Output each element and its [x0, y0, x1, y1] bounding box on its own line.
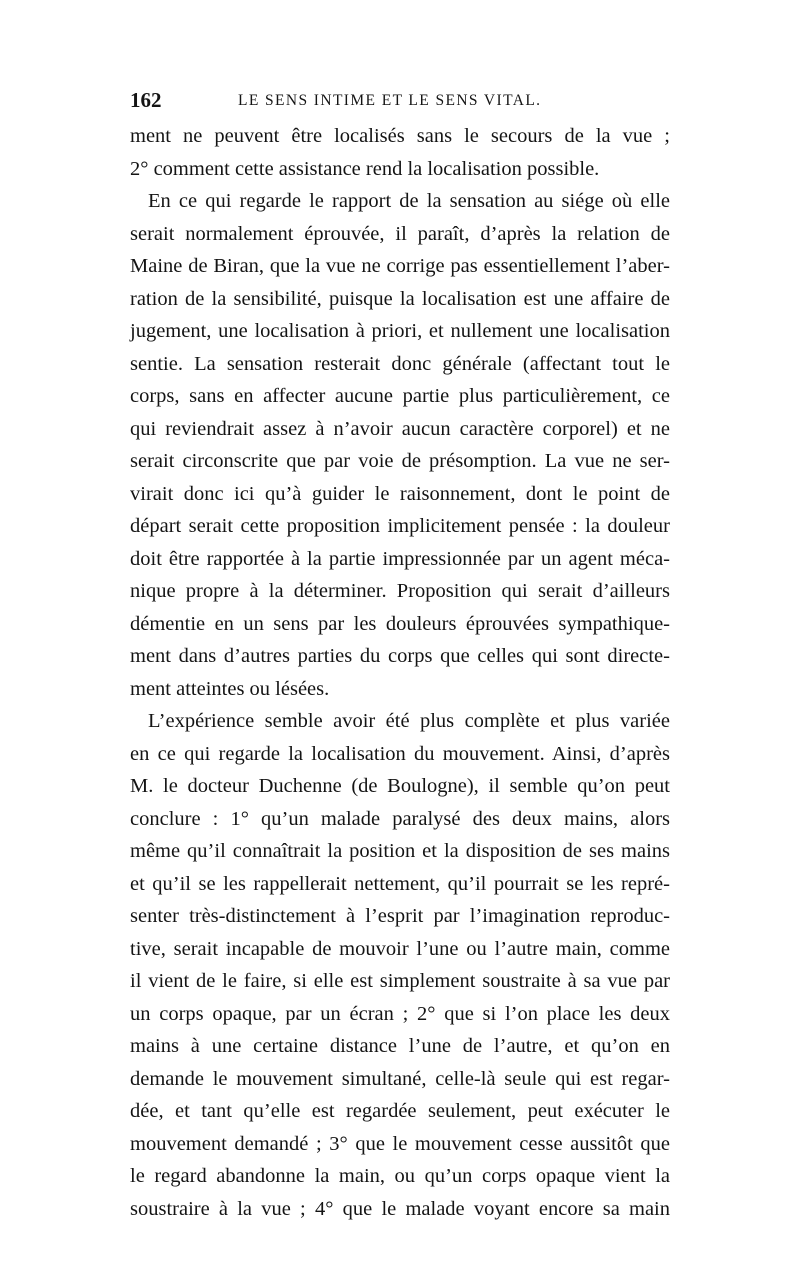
text-line: ment atteintes ou lésées. — [130, 677, 330, 700]
text-line: conclure : 1° qu’un malade paralysé des deux mains, alors — [130, 807, 670, 830]
text-line: corps, sans en affecter aucune partie plus particulièrement, ce — [130, 385, 670, 407]
text-line: jugement, une localisation à priori, et nullement une localisation — [130, 320, 670, 342]
text-line: et qu’il se les rappellerait nettement, qu’il pourrait se les repré- — [130, 872, 670, 895]
text-line: serait normalement éprouvée, il paraît, d’après la relation de — [130, 222, 670, 245]
text-line: serait circonscrite que par voie de présomption. La vue ne ser- — [130, 450, 670, 472]
text-line: virait donc ici qu’à guider le raisonnement, dont le point de — [130, 482, 670, 505]
text-line: Maine de Biran, que la vue ne corrige pas essentiellement l’aber- — [130, 255, 670, 277]
page-header — [130, 88, 670, 118]
text-line: soustraire à la vue ; 4° que le malade voyant encore sa main — [130, 1197, 670, 1220]
text-line: doit être rapportée à la partie impressionnée par un agent méca- — [130, 547, 670, 570]
text-line: demande le mouvement simultané, celle-là seule qui est regar- — [130, 1067, 670, 1090]
text-line: senter très-distinctement à l’esprit par l’imagination reproduc- — [130, 905, 670, 927]
text-line: tive, serait incapable de mouvoir l’une ou l’autre main, comme — [130, 937, 670, 960]
running-title: LE SENS INTIME ET LE SENS VITAL. — [238, 92, 542, 109]
text-line: en ce qui regarde la localisation du mouvement. Ainsi, d’après — [130, 742, 670, 765]
text-line: nique propre à la déterminer. Proposition qui serait d’ailleurs — [130, 580, 670, 602]
text-line: démentie en un sens par les douleurs éprouvées sympathique- — [130, 612, 670, 635]
body-text — [130, 120, 670, 1225]
text-line: ration de la sensibilité, puisque la localisation est une affaire de — [130, 287, 670, 310]
text-line: le regard abandonne la main, ou qu’un corps opaque vient la — [130, 1165, 670, 1187]
text-line: départ serait cette proposition implicitement pensée : la douleur — [130, 515, 670, 537]
text-line: il vient de le faire, si elle est simplement soustraite à sa vue par — [130, 970, 670, 992]
text-line: qui reviendrait assez à n’avoir aucun caractère corporel) et ne — [130, 417, 670, 440]
page-number: 162 — [130, 88, 162, 112]
text-line: mains à une certaine distance l’une de l’autre, et qu’on en — [130, 1035, 670, 1057]
text-line: dée, et tant qu’elle est regardée seulement, peut exécuter le — [130, 1100, 670, 1122]
text-line: ment dans d’autres parties du corps que celles qui sont directe- — [130, 645, 670, 667]
text-line: mouvement demandé ; 3° que le mouvement cesse aussitôt que — [130, 1132, 670, 1155]
text-line: En ce qui regarde le rapport de la sensation au siége où elle — [148, 190, 670, 212]
text-line: 2° comment cette assistance rend la localisation possible. — [130, 157, 600, 180]
text-line: L’expérience semble avoir été plus complète et plus variée — [148, 710, 670, 732]
text-line: M. le docteur Duchenne (de Boulogne), il semble qu’on peut — [130, 775, 670, 797]
text-line: ment ne peuvent être localisés sans le secours de la vue ; — [130, 125, 670, 147]
text-line: sentie. La sensation resterait donc générale (affectant tout le — [130, 352, 670, 375]
text-line: même qu’il connaîtrait la position et la disposition de ses mains — [130, 840, 670, 862]
text-line: un corps opaque, par un écran ; 2° que si l’on place les deux — [130, 1002, 670, 1025]
